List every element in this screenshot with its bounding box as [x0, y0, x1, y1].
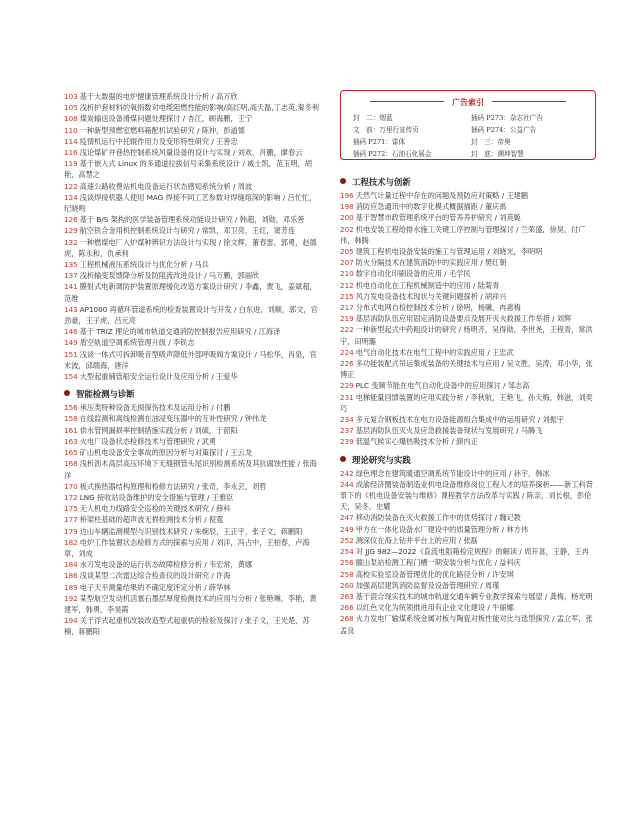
entry-title: 电子天平测量结果的不确定度评定分析 / 薛华林 — [79, 582, 231, 592]
entry-title: 移动消防装备在灭火救援工作中的优势探讨 / 魏记教 — [355, 513, 521, 523]
page-number: 215 — [340, 291, 354, 301]
entry-title: 电气自动化技术在电气工程中的实践应用 / 王忠武 — [355, 347, 514, 357]
entry-title: 一种新型预燃室燃料箱配机试验研究 / 陈仲，彭道德 — [79, 125, 245, 135]
entry-title: 多元复合钢板技术在电力设备能源组合集成中的运用研究 / 刘振宇 — [355, 415, 564, 425]
entry-title: 基于 TRIZ 理论的城市轨道交通消防控制报告应用研究 / 江海泽 — [79, 327, 281, 337]
toc-entry — [64, 537, 322, 559]
entry-title: 建筑工程机电设备安装的施工与管理运用 / 刘晓光，李明明 — [355, 247, 543, 257]
toc-list-left-bottom — [64, 402, 322, 637]
entry-title: 高校实验室设备管理优化的优化路径分析 / 许安琪 — [355, 569, 514, 579]
page-number: 154 — [64, 372, 78, 382]
entry-title: 承压类特种设备无损探伤技术及运用分析 / 付鹏 — [79, 403, 231, 413]
page-number: 170 — [64, 481, 78, 491]
page-number: 129 — [64, 226, 78, 236]
ad-index-item: 插码 P274：公益广告 — [471, 126, 537, 134]
toc-entry — [64, 514, 322, 525]
page-number: 202 — [340, 224, 354, 234]
page-number: 124 — [64, 192, 78, 202]
page-number: 122 — [64, 181, 78, 191]
entry-title: 工程机械液压系统设计与优化分析 / 马兵 — [79, 260, 209, 270]
toc-entry — [340, 380, 596, 391]
entry-title: 浅谈一体式可拆卸吸音型吸声降低外部呼吸阀方案设计 / 马松华，肖泉，官末波，邱端海，唐洋 — [64, 349, 317, 370]
page-number: 217 — [340, 303, 354, 313]
toc-entry — [64, 503, 322, 514]
page-number: 222 — [340, 325, 354, 335]
page-number: 105 — [64, 103, 78, 113]
page-number: 252 — [340, 535, 354, 545]
entry-title: 膜射式电新调防护装置原理缓化改造方案设计研究 / 李鑫，贾飞，姜斌超，范维 — [64, 282, 317, 303]
toc-entry — [340, 324, 596, 346]
toc-entry — [340, 569, 596, 580]
entry-title: 绿色理念在建筑暖通空调系统节能设计中的应用 / 孙宇，韩冰 — [355, 468, 550, 478]
toc-entry — [340, 425, 596, 436]
page-number: 137 — [64, 271, 78, 281]
toc-entry — [64, 371, 322, 382]
toc-entry — [340, 224, 596, 246]
entry-title: 加强高层建筑消防监督及设备管理研究 / 周瑾 — [355, 580, 500, 590]
toc-entry — [64, 425, 322, 436]
toc-entry — [340, 414, 596, 425]
entry-title: 浅析沥木高层高压环境下无缝钢管头尾识别检测系统及其抗腐蚀性能 / 张海洋 — [64, 459, 317, 480]
page-number: 186 — [64, 571, 78, 581]
entry-title: 边山车辆监测模型与识别技术研究 / 朱婉辰，王正宇，张子文，蒋鹏阳 — [79, 526, 303, 536]
toc-entry — [64, 91, 322, 102]
ad-index-item: 插码 P271：雷体 — [353, 138, 406, 146]
toc-entry — [64, 615, 322, 637]
entry-title: 疫情机运行中托辊作用力及变形特性研究 / 王善忠 — [79, 136, 238, 146]
entry-title: 无人机电力线路安全巡检的关键技术研究 / 薛科 — [79, 504, 231, 514]
page-number: 244 — [340, 479, 354, 489]
page-number: 135 — [64, 260, 78, 270]
entry-title: 基于 B/S 架构的医学装备管理系统功能设计研究 / 韩超，刘勋，邓乐善 — [79, 215, 305, 225]
toc-entry — [64, 570, 322, 581]
toc-entry — [340, 347, 596, 358]
page-number: 156 — [64, 403, 78, 413]
page-number: 119 — [64, 159, 78, 169]
toc-entry — [340, 524, 596, 535]
entry-title: LNG 接收站设备维护的安全措施与管理 / 王雅臣 — [79, 492, 234, 502]
entry-title: 测深仪在海上钻井平台上的应用 / 张磊 — [355, 535, 478, 545]
toc-entry — [340, 436, 596, 447]
toc-entry — [340, 591, 596, 602]
toc-entry — [340, 358, 596, 380]
entry-title: 火力发电厂输煤系统金属对板与陶瓷对板性能对比与选型探究 / 孟立军，张孟良 — [340, 614, 593, 635]
toc-entry — [64, 181, 322, 192]
entry-title: 基于混合现实技术的城市轨道交通车辆专业教学探索与展望 / 龚梅，杨光明 — [355, 591, 593, 601]
toc-entry — [340, 257, 596, 268]
page-number: 237 — [340, 426, 354, 436]
toc-entry — [64, 447, 322, 458]
toc-entry — [340, 313, 596, 324]
entry-title: 低温气候实心爆热吸技术分析 / 颜内正 — [355, 437, 478, 447]
page-number: 184 — [64, 560, 78, 570]
page-number: 146 — [64, 327, 78, 337]
toc-entry — [340, 268, 596, 279]
toc-entry — [64, 102, 322, 113]
toc-entry — [340, 212, 596, 223]
entry-title: 防火分隔技术在建筑消防中的实践应用 / 樊红朝 — [355, 258, 507, 268]
page-number: 182 — [64, 537, 78, 547]
toc-entry — [64, 158, 322, 180]
toc-entry — [64, 147, 322, 158]
entry-title: 浅论煤矿井巷热控制系统风量设备的设计与实现 / 刘欢，肖鹏，廖春云 — [79, 148, 303, 158]
page-number: 108 — [64, 114, 78, 124]
entry-title: 基于嵌入式 Linux 的多通道拉拔信号采集系统设计 / 戚士凯，范玉明，胡艳，高慧之 — [64, 159, 312, 180]
page-number: 126 — [64, 215, 78, 225]
entry-title: 水刀发电设备的运行状态故障检修分析 / 韦宏常，黄娜 — [79, 560, 253, 570]
page-number: 239 — [340, 437, 354, 447]
section-heading-engineering: 工程技术与创新 — [340, 176, 596, 188]
page-number: 158 — [64, 414, 78, 424]
page-number: 189 — [64, 582, 78, 592]
section-heading-theory: 理论研究与实践 — [340, 454, 596, 466]
page-number: 210 — [340, 269, 354, 279]
toc-entry — [64, 326, 322, 337]
toc-entry — [340, 580, 596, 591]
entry-title: 某型航空发动机活塞石墨层厚度检测技术的应用与分析 / 张艳琳，李艳，黄建军，韩勇，李昊霞 — [64, 593, 317, 614]
toc-entry — [340, 291, 596, 302]
entry-title: 多功能装配式吊运集成装备的关键技术与应用 / 吴文胜，吴涛，邓小华，张博正 — [340, 359, 593, 380]
page-number: 149 — [64, 338, 78, 348]
toc-list-left-top — [64, 91, 322, 382]
entry-title: 风力发电设备技术现状与关键问题探析 / 胡祥兴 — [355, 291, 507, 301]
ad-index-title: 广告索引 — [341, 97, 595, 108]
page-number: 266 — [340, 603, 354, 613]
toc-entry — [64, 237, 322, 259]
ad-index-grid — [341, 108, 595, 160]
toc-entry — [340, 535, 596, 546]
toc-entry — [64, 458, 322, 480]
ad-index-item: 封 底：溯坤智慧 — [471, 150, 524, 158]
toc-entry — [340, 613, 596, 635]
right-column — [340, 176, 596, 636]
toc-entry — [64, 582, 322, 593]
page-number: 194 — [64, 616, 78, 626]
ad-index-item: 封 二：烟蓝 — [353, 114, 393, 122]
toc-entry — [64, 225, 322, 236]
toc-entry — [64, 349, 322, 371]
page-number: 260 — [340, 580, 354, 590]
entry-title: 基层消防队伍灭火及应急救援装备现状与发展研究 / 马腾飞 — [355, 426, 543, 436]
page-number: 205 — [340, 247, 354, 257]
toc-entry — [64, 337, 322, 348]
toc-entry — [340, 190, 596, 201]
toc-entry — [64, 413, 322, 424]
page-number: 256 — [340, 558, 354, 568]
bullet-dot-icon — [340, 456, 346, 462]
ad-index-box — [340, 90, 596, 160]
toc-entry — [64, 113, 322, 124]
toc-list-right-1 — [340, 190, 596, 448]
toc-entry — [64, 192, 322, 214]
entry-title: 甲方在一体化设备水厂建设中的质量管理分析 / 林方伟 — [355, 524, 529, 534]
page-number: 231 — [340, 392, 354, 402]
toc-entry — [64, 559, 322, 570]
toc-entry — [340, 246, 596, 257]
toc-entry — [64, 270, 322, 281]
ad-index-item: 插码 P272：石油石化展会 — [353, 150, 432, 158]
toc-entry — [64, 492, 322, 503]
page-number: 234 — [340, 415, 354, 425]
page-number: 163 — [64, 436, 78, 446]
ad-index-item: 封 三：帝奥 — [471, 138, 511, 146]
entry-title: 机电自动化在工程机械制造中的应用 / 陆菊青 — [355, 280, 500, 290]
entry-title: 以红色文化为统领推进用有企业文化建设 / 牛丽娜 — [355, 603, 514, 613]
page-number: 263 — [340, 591, 354, 601]
entry-title: 浅析护套材料的氧指数对电缆阻燃性能的影响/高红明,高天磊,丁志英,秦冬利 — [79, 103, 319, 113]
left-column — [64, 91, 322, 638]
page-number: 114 — [64, 136, 78, 146]
toc-entry — [64, 214, 322, 225]
toc-list-right-2 — [340, 468, 596, 636]
page-number: 207 — [340, 258, 354, 268]
page-number: 177 — [64, 515, 78, 525]
entry-title: 煤炭输送设备滑煤问题处理探讨 / 杏江，顾海鹏，王宁 — [79, 114, 253, 124]
toc-entry — [340, 546, 596, 557]
entry-title: 浅谈某型二次雷达综合检查仪的设计研究 / 许海 — [79, 571, 231, 581]
page-number: 242 — [340, 468, 354, 478]
page-number: 165 — [64, 448, 78, 458]
entry-title: 矿山机电设备安全事故的原因分析与对策探讨 / 王云龙 — [79, 448, 253, 458]
page-number: 224 — [340, 347, 354, 357]
page-number: 212 — [340, 280, 354, 290]
page-number: 198 — [340, 202, 354, 212]
page-number: 226 — [340, 359, 354, 369]
page-number: 132 — [64, 237, 78, 247]
page-number: 110 — [64, 125, 78, 135]
entry-title: 电炉工作装置状态检修方式的探索与应用 / 刘洋，冯占中，王柏春，卢海章，刘成 — [64, 537, 310, 558]
entry-title: 髋山泵站检测工程门槽一期安装分析与优化 / 益科庆 — [355, 558, 521, 568]
toc-entry — [340, 201, 596, 212]
bullet-dot-icon — [340, 178, 346, 184]
entry-title: 数字自动化印刷设备的应用 / 毛学民 — [355, 269, 471, 279]
entry-title: 成渝经济圈装备制造业机电设备维修岗位工程人才的培养探析——新工科背景下的《机电设备安装与维修》课程教学方法改革与实践 / 陈亲，刘长根，彭伦天，吴冬，史耀 — [340, 479, 593, 512]
entry-title: 在线监测和离线检测在油浸变压器中的互补性研究 / 钟伟龙 — [79, 414, 267, 424]
entry-title: 基层消防队伍应用固定消防设备要点及展开灭火救援工作举措 / 刘辉 — [355, 314, 572, 324]
entry-title: 桥梁柱基础的超声波无损检测技术分析 / 倪霆 — [79, 515, 224, 525]
entry-title: AP1000 再循环管道系统的检查装置设计与开发 / 白东进，刘顺，郭文，官劲豪，王子虎，吕元亮 — [64, 304, 318, 326]
page-number: 179 — [64, 526, 78, 536]
page-number: 172 — [64, 492, 78, 502]
page-number: 229 — [340, 381, 354, 391]
page-number: 200 — [340, 213, 354, 223]
section-heading-intelligent-detection: 智能检测与诊断 — [64, 388, 322, 400]
toc-entry — [64, 402, 322, 413]
toc-entry — [64, 526, 322, 537]
toc-entry — [64, 281, 322, 303]
toc-entry — [340, 479, 596, 513]
toc-entry — [340, 512, 596, 523]
page-number: 196 — [340, 191, 354, 200]
entry-title: 对 JJG 982—2022《直流电阻箱检定规程》的解读 / 周开喜，王静，王冉 — [355, 547, 589, 557]
page-number: 268 — [340, 614, 354, 624]
entry-title: 消防应急通讯中的数字化模式概据描距 / 董庆禹 — [355, 202, 507, 212]
toc-entry — [340, 302, 596, 313]
toc-entry — [340, 468, 596, 479]
entry-title: 高速公路收费站机电设备运行状态感知系统分析 / 周波 — [79, 181, 253, 191]
toc-entry — [64, 436, 322, 447]
entry-title: 浅析输变泵馈降分析及防阻流改进设计 / 马万鹏，郭丽欣 — [79, 271, 260, 281]
page-number: 247 — [340, 513, 354, 523]
toc-entry — [340, 392, 596, 414]
page-number: 168 — [64, 459, 78, 469]
page-number: 151 — [64, 349, 78, 359]
entry-title: 天然气计量过程中存在的问题及预防应对策略 / 王建鹏 — [355, 191, 529, 200]
page-number: 258 — [340, 569, 354, 579]
page-number: 192 — [64, 593, 78, 603]
entry-title: 电梯能量回馈装置的应用实践分析 / 李秋航，王艳飞，孙天梅，韩滋，刘奕巧 — [340, 392, 593, 413]
entry-title: 浅谈焊接机器人使用 MAG 焊接不同工艺参数对焊缝熔深的影响 / 吕忙忙，纪晓鸣 — [64, 192, 317, 214]
entry-title: 机电安装工程给排水施工关键工序控制与管理探讨 / 兰荣盛，徐昊，付广伟，韩腾 — [340, 224, 586, 245]
entry-title: 一种燃煤电厂入炉煤种辨识方法设计与实现 / 徐文辉，董春雷，郭勇，赵德虎，陈永和，仇承利 — [64, 237, 317, 258]
bullet-dot-icon — [64, 390, 70, 396]
ad-index-item: 文 前：万里行宣传页 — [353, 126, 419, 134]
page-number: 219 — [340, 314, 354, 324]
toc-entry — [340, 602, 596, 613]
page-number: 254 — [340, 547, 354, 557]
entry-title: 分布式电网自检控制技术分析 / 徐明，杨骥，冉惠梅 — [355, 303, 521, 313]
ad-index-item: 插码 P273：杂志社广告 — [471, 114, 543, 122]
page-number: 141 — [64, 282, 78, 292]
entry-title: 关于浮式起重机改装改造型式起重机的检验及探讨 / 张子文，王光楚，苏楠，蒋鹏阳 — [64, 616, 310, 637]
entry-title: 基于智慧市政管理系统平台的管养养护研究 / 刘英姬 — [355, 213, 521, 223]
page-number: 116 — [64, 148, 78, 158]
entry-title: 一种新型起式中药粗设计的研究 / 杨明齐，吴得勋，李世尧，王程青，常洪宇，田明璐 — [340, 325, 593, 346]
entry-title: 板式换热器结构原理和检修方法研究 / 张奇，李永芸，刘哲 — [79, 481, 267, 491]
page-number: 249 — [340, 524, 354, 534]
toc-entry — [64, 259, 322, 270]
toc-entry — [340, 557, 596, 568]
page-number: 103 — [64, 92, 78, 101]
entry-title: 供水管网漏损率控制措施实践分析 / 刘硕，于韶阳 — [79, 425, 238, 435]
toc-entry — [64, 593, 322, 615]
page-number: 175 — [64, 504, 78, 514]
entry-title: 基于大数据的电炉健康管理系统设计分析 / 高万欣 — [79, 92, 238, 101]
page-number: 161 — [64, 425, 78, 435]
toc-entry — [64, 481, 322, 492]
entry-title: 火电厂设备状态检修技术与管理研究 / 武勇 — [79, 436, 217, 446]
toc-entry — [340, 280, 596, 291]
entry-title: 大型起重铺管船安全运行设计及应用分析 / 王爱华 — [79, 372, 238, 382]
entry-title: 航空铁合金用机控制系统设计与研究 / 常凯，邓卫亮，王红，窦芳连 — [79, 226, 296, 236]
toc-entry — [64, 136, 322, 147]
toc-entry — [64, 304, 322, 326]
entry-title: 盾空轨道空调系统管理升级 / 李铁志 — [79, 338, 195, 348]
entry-title: PLC 变频节能在电气自动化设备中的应用探讨 / 邹志高 — [355, 381, 530, 391]
toc-entry — [64, 125, 322, 136]
page-number: 143 — [64, 304, 78, 314]
